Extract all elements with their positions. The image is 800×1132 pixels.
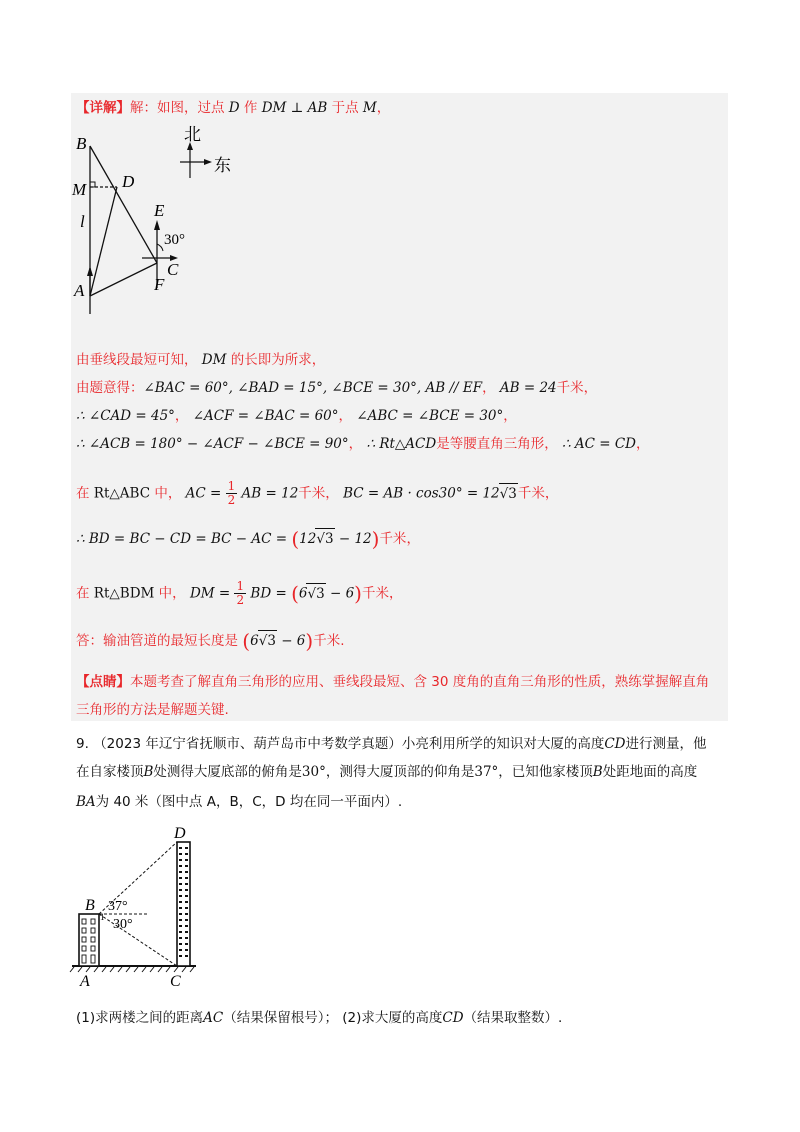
label-M: M — [72, 180, 87, 199]
label-B: B — [76, 134, 87, 153]
north-east-indicator — [180, 125, 231, 178]
fig2-label-A: A — [80, 973, 90, 990]
fig2-label-D: D — [174, 825, 186, 842]
line-dm: 在 Rt△BDM 中， DM = $\frac{1}{2}$ BD = (6√3 − 6)千米， — [76, 579, 403, 607]
label-A: A — [74, 281, 85, 300]
fig2-label-B: B — [85, 897, 95, 914]
problem-line-3: BA为 40 米（图中点 A，B，C，D 均在同一平面内）. — [76, 794, 403, 810]
label-30: 30° — [164, 232, 185, 248]
label-D: D — [122, 172, 135, 191]
line-shortest: 由垂线段最短可知， DM 的长即为所求， — [76, 352, 326, 368]
east-label: 东 — [214, 156, 231, 175]
label-E: E — [154, 201, 165, 220]
sqrt-3: √3 — [499, 483, 518, 504]
question-2: (2)求大厦的高度 — [342, 1010, 443, 1026]
comment-tag: 【点睛】 — [76, 674, 130, 690]
line-abc: 在 Rt△ABC 中， AC = $\frac{1}{2}$ AB = 12千米， BC = AB · cos30° = 12√3千米， — [76, 479, 559, 507]
line-answer: 答：输油管道的最短长度是 (6√3 − 6)千米. — [76, 629, 345, 653]
problem-line-2: 在自家楼顶B处测得大厦底部的俯角是30°，测得大厦顶部的仰角是37°，已知他家楼顶B处距地面的高度 — [76, 764, 698, 780]
fig2-label-C: C — [170, 973, 181, 990]
line-bd: ∴ BD = BC − CD = BC − AC = (12√3 − 12)千米， — [76, 527, 420, 551]
building-figure — [68, 822, 218, 992]
questions-line: (1)求两楼之间的距离AC（结果保留根号）； (2)求大厦的高度CD（结果取整数）. — [76, 1010, 563, 1026]
label-C: C — [167, 260, 179, 279]
label-l: l — [80, 212, 85, 231]
line-angles: ∴ ∠CAD = 45°， ∠ACF = ∠BAC = 60°， ∠ABC = ∠BCE = 30°， — [76, 408, 517, 424]
comment-line-1: 【点睛】本题考查了解直角三角形的应用、垂线段最短、含 30 度角的直角三角形的性质，熟练掌握解直角 — [76, 674, 710, 690]
north-label: 北 — [184, 125, 201, 144]
detail-tag: 【详解】 — [76, 100, 130, 116]
solution-intro: 【详解】解：如图，过点 D 作 DM ⊥ AB 于点 M， — [76, 100, 391, 116]
problem-number: 9. — [76, 736, 89, 752]
line-right-angle: ∴ ∠ACB = 180° − ∠ACF − ∠BCE = 90°， ∴ Rt△ACD是等腰直角三角形， ∴ AC = CD， — [76, 436, 650, 452]
line-given: 由题意得：∠BAC = 60°, ∠BAD = 15°, ∠BCE = 30°, AB // EF， AB = 24千米， — [76, 380, 598, 396]
fig2-label-37: 37° — [108, 899, 128, 914]
fig2-label-1: 1 — [100, 912, 105, 922]
question-1: (1)求两楼之间的距离 — [76, 1010, 204, 1026]
problem-line-1: 9. （2023 年辽宁省抚顺市、葫芦岛市中考数学真题）小亮利用所学的知识对大厦的高度CD进行测量，他 — [76, 736, 707, 752]
comment-line-2: 三角形的方法是解题关键. — [76, 702, 229, 718]
compass-figure — [70, 118, 270, 318]
fraction-half: $\frac{1}{2}$ — [227, 479, 236, 507]
tall-building — [177, 842, 190, 966]
label-F: F — [154, 275, 165, 294]
fig2-label-30: 30° — [113, 917, 133, 932]
